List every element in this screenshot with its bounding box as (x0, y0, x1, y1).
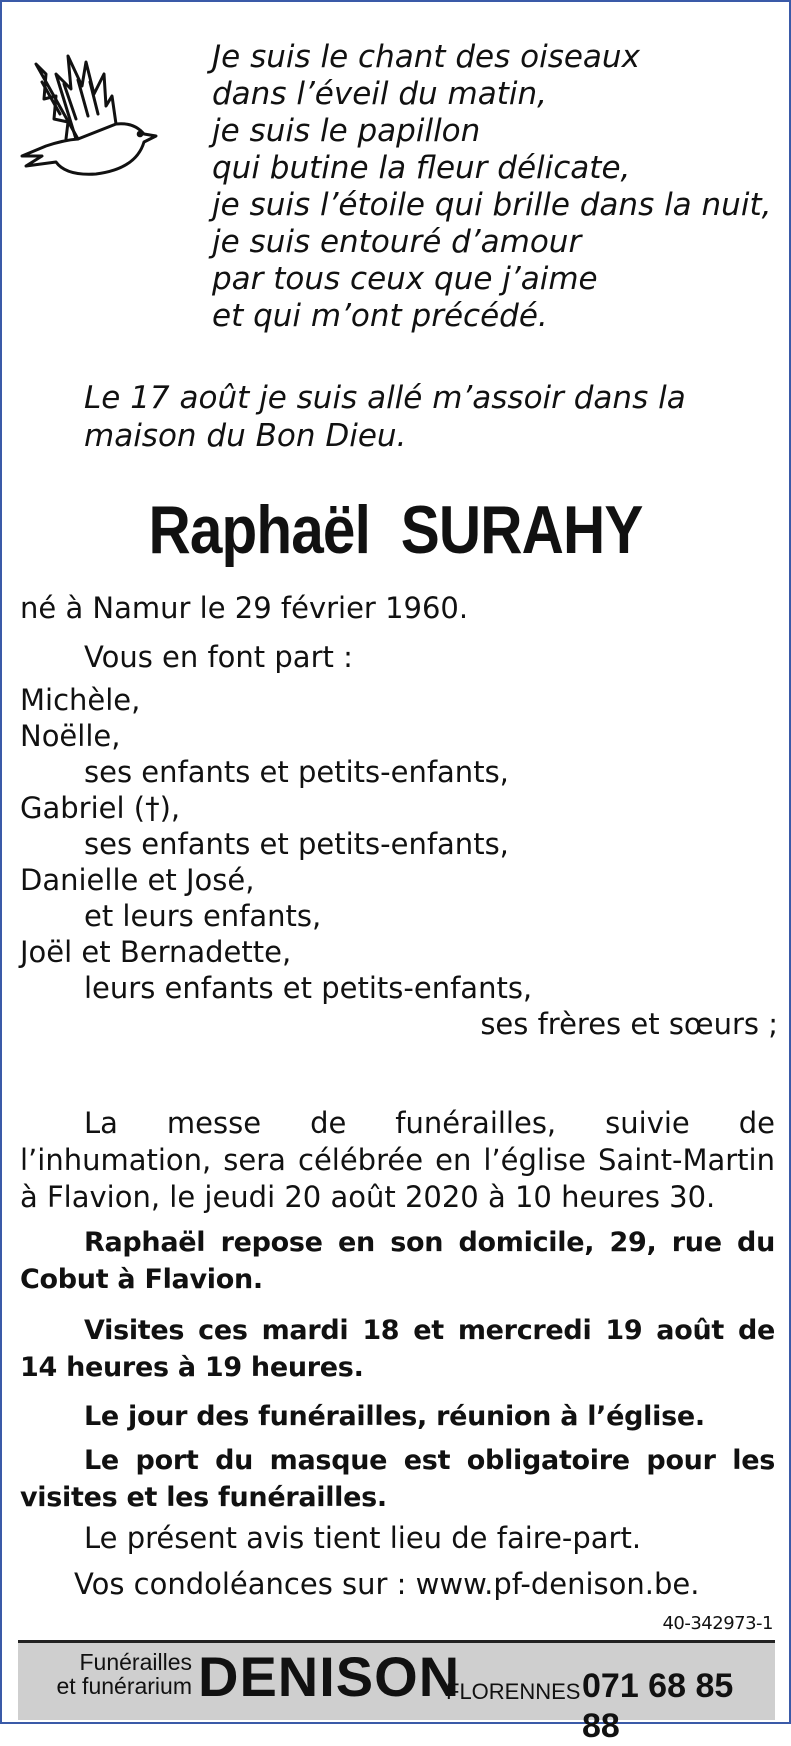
family-entry: Noëlle, (20, 719, 121, 753)
notice-statement: Le présent avis tient lieu de faire-part. (84, 1521, 642, 1555)
family-entry: et leurs enfants, (84, 899, 322, 933)
family-entry: Joël et Bernadette, (20, 935, 292, 969)
funeral-home-city: FLORENNES (446, 1679, 581, 1704)
family-entry: ses frères et sœurs ; (480, 1007, 778, 1041)
repose-info: Raphaël repose en son domicile, 29, rue du Cobut à Flavion. (20, 1227, 775, 1295)
poem-line: je suis l’étoile qui brille dans la nuit, (212, 187, 772, 223)
funeral-mass-info: La messe de funérailles, suivie de l’inhumation, sera célébrée en l’église Saint-Martin à Flavion, le jeudi 20 août 2020 à 10 heures 30. (20, 1106, 775, 1214)
dove-icon (16, 44, 166, 184)
visiting-hours: Visites ces mardi 18 et mercredi 19 août de 14 heures à 19 heures. (20, 1315, 775, 1383)
funeral-home-footer (18, 1640, 775, 1745)
funeral-day-info: Le jour des funérailles, réunion à l’église. (84, 1401, 705, 1432)
poem-line: Je suis le chant des oiseaux (212, 39, 640, 75)
poem-line: qui butine la fleur délicate, (212, 150, 631, 186)
poem (212, 39, 771, 335)
poem-line: par tous ceux que j’aime (212, 261, 598, 297)
family-entry: Gabriel (†), (20, 791, 181, 825)
family-entry: leurs enfants et petits-enfants, (84, 971, 533, 1005)
reference-number: 40-342973-1 (662, 1613, 773, 1634)
condolences-link[interactable]: Vos condoléances sur : www.pf-denison.be. (74, 1567, 700, 1601)
mask-notice: Le port du masque est obligatoire pour les visites et les funérailles. (20, 1445, 775, 1513)
footer-service-line2: et funérarium (56, 1673, 192, 1699)
funeral-home-name: DENISON (198, 1645, 461, 1708)
family-entry: ses enfants et petits-enfants, (84, 827, 509, 861)
footer-divider (18, 1640, 775, 1643)
family-entry: Michèle, (20, 683, 141, 717)
intro-text: Le 17 août je suis allé m’assoir dans la maison du Bon Dieu. (84, 380, 686, 454)
poem-line: je suis entouré d’amour (212, 224, 582, 260)
funeral-home-phone: 071 68 85 88 (582, 1667, 734, 1745)
family-entry: Danielle et José, (20, 863, 255, 897)
footer-service-line1: Funérailles (79, 1649, 192, 1675)
announcement-line: Vous en font part : (84, 640, 353, 674)
poem-line: je suis le papillon (212, 113, 481, 149)
family-list (20, 682, 780, 1042)
poem-line: dans l’éveil du matin, (212, 76, 548, 112)
poem-line: et qui m’ont précédé. (212, 298, 548, 334)
family-entry: ses enfants et petits-enfants, (84, 755, 509, 789)
birth-info: né à Namur le 29 février 1960. (20, 591, 469, 625)
deceased-name: Raphaël SURAHY (148, 492, 643, 568)
